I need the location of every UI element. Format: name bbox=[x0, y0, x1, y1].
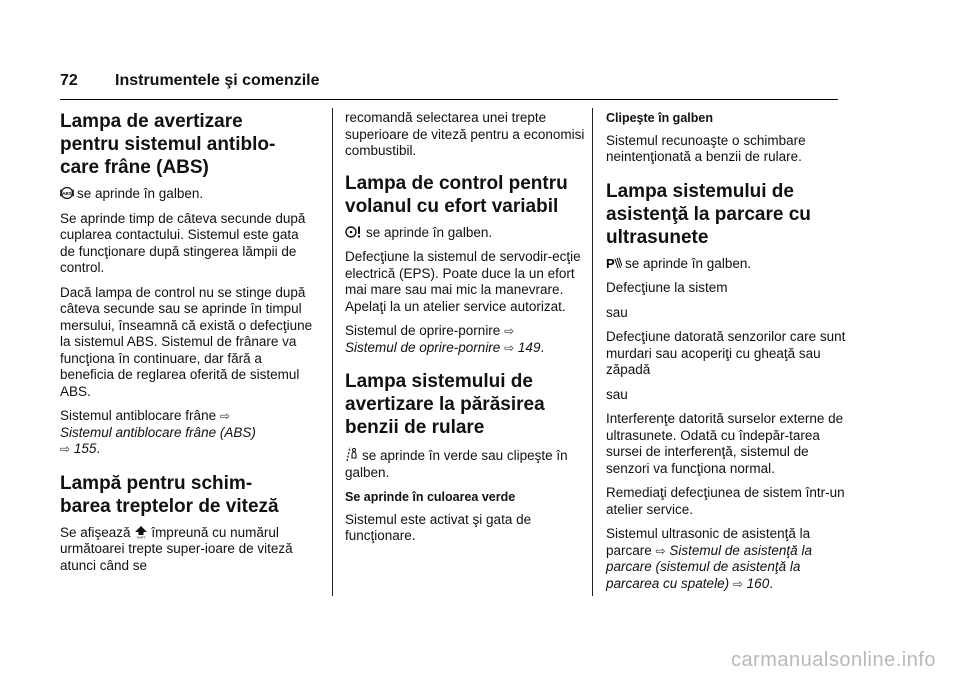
svg-text:ABS: ABS bbox=[62, 191, 72, 196]
park-or-2: sau bbox=[606, 386, 628, 402]
park-paragraph-1: Defecţiune la sistem bbox=[606, 280, 728, 295]
column-2 bbox=[345, 110, 600, 553]
column-3 bbox=[606, 110, 846, 602]
steering-lit-text: se aprinde în galben. bbox=[345, 225, 600, 242]
lane-green-subheading: Se aprinde în culoarea verde bbox=[345, 490, 516, 504]
column-divider bbox=[332, 108, 333, 596]
park-assist-icon bbox=[606, 256, 622, 270]
lane-green-paragraph: Sistemul este activat şi gata de funcţionare. bbox=[345, 511, 532, 543]
stop-start-ref-page[interactable]: 149 bbox=[517, 339, 541, 355]
reference-arrow-icon: ⇨ bbox=[60, 442, 71, 456]
column-1 bbox=[60, 110, 315, 582]
abs-ref-page[interactable]: 155 bbox=[73, 441, 97, 456]
shift-up-icon bbox=[134, 525, 148, 539]
lane-heading: Lampa sistemului de avertizare la părăsirea benzii de rulare bbox=[345, 371, 545, 438]
lane-yellow-paragraph: Sistemul recunoaşte o schimbare neintenţionată a benzii de rulare. bbox=[606, 132, 806, 164]
shift-paragraph-part1: Se afişează SHIFT împreună cu numărul următoarei trepte super-ioare de viteză atunci când se bbox=[60, 524, 293, 573]
abs-paragraph-1: Se aprinde timp de câteva secunde după cuplarea contactului. Sistemul este gata de funcţionare după stingerea lămpii de control. bbox=[60, 210, 306, 275]
abs-reference: Sistemul antiblocare frâne ⇨ Sistemul antiblocare frâne (ABS) ⇨ 155. bbox=[60, 408, 256, 456]
shift-paragraph-part2: recomandă selectarea unei trepte superioare de viteză pentru a economisi combustibil. bbox=[345, 110, 585, 158]
abs-heading: Lampa de avertizare pentru sistemul antiblo- care frâne (ABS) bbox=[60, 111, 276, 178]
lane-yellow-subheading: Clipeşte în galben bbox=[606, 111, 713, 125]
stop-start-ref-link[interactable]: Sistemul de oprire-pornire bbox=[345, 339, 501, 355]
park-paragraph-2: Defecţiune datorată senzorilor care sunt murdari sau acoperiţi cu gheaţă sau zăpadă bbox=[606, 329, 846, 377]
park-paragraph-3: Interferenţe datorită surselor externe de ultrasunete. Odată cu îndepăr-tarea sursei de interferenţă, sistemul de senzori va funcţiona normal. bbox=[606, 411, 844, 476]
lane-departure-icon bbox=[345, 446, 359, 462]
svg-text:SHIFT: SHIFT bbox=[136, 535, 146, 539]
section-title: Instrumentele şi comenzile bbox=[115, 72, 320, 89]
reference-arrow-icon: ⇨ bbox=[732, 576, 743, 591]
reference-arrow-icon: ⇨ bbox=[655, 543, 666, 558]
steering-heading: Lampa de control pentru volanul cu efort variabil bbox=[345, 172, 568, 217]
watermark: carmanualsonline.info bbox=[730, 649, 936, 671]
abs-warning-icon bbox=[60, 186, 74, 200]
park-heading: Lampa sistemului de asistenţă la parcare cu ultrasunete bbox=[606, 180, 811, 248]
abs-ref-link[interactable]: Sistemul antiblocare frâne (ABS) bbox=[60, 424, 256, 440]
reference-arrow-icon: ⇨ bbox=[504, 340, 515, 355]
page-number: 72 bbox=[60, 72, 78, 89]
park-ref-link[interactable]: Sistemul de asistenţă la parcare (sistemul de asistenţă la parcarea cu spatele) bbox=[606, 542, 812, 591]
abs-lit-text: ABS se aprinde în galben. bbox=[60, 186, 315, 203]
park-paragraph-5: Sistemul ultrasonic de asistenţă la bbox=[606, 526, 811, 541]
steering-paragraph-1: Defecţiune la sistemul de servodir-ecţie electrică (EPS). Poate duce la un efort mai mare sau mai mic la manevrare. Apelaţi la un atelier service autorizat. bbox=[345, 249, 581, 314]
steering-warning-icon bbox=[345, 225, 363, 239]
lane-lit-text: se aprinde în verde sau clipeşte în galben. bbox=[345, 448, 568, 480]
svg-text:P: P bbox=[606, 255, 615, 270]
abs-paragraph-2: Dacă lampa de control nu se stinge după câteva secunde sau se aprinde în timpul mersului, înseamnă că există o defecţiune la sistemul ABS. Sistemul de frânare va funcţiona în continuare, dar fără a beneficia de reglarea oferită de sistemul ABS. bbox=[60, 284, 313, 399]
park-reference: parcare ⇨ Sistemul de asistenţă la parcare (sistemul de asistenţă la parcarea cu spatele) ⇨ 160. bbox=[606, 542, 812, 591]
park-lit-text: P se aprinde în galben. bbox=[606, 255, 752, 271]
steering-reference: Sistemul de oprire-pornire ⇨ Sistemul de oprire-pornire ⇨ 149. bbox=[345, 323, 545, 355]
header-rule bbox=[60, 99, 838, 100]
reference-arrow-icon: ⇨ bbox=[219, 409, 230, 423]
park-or-1: sau bbox=[606, 304, 628, 320]
park-ref-page[interactable]: 160 bbox=[746, 575, 770, 591]
park-paragraph-4: Remediaţi defecţiunea de sistem într-un atelier service. bbox=[606, 485, 845, 517]
shift-heading: Lampă pentru schim- barea treptelor de viteză bbox=[60, 472, 279, 517]
reference-arrow-icon: ⇨ bbox=[504, 324, 515, 338]
